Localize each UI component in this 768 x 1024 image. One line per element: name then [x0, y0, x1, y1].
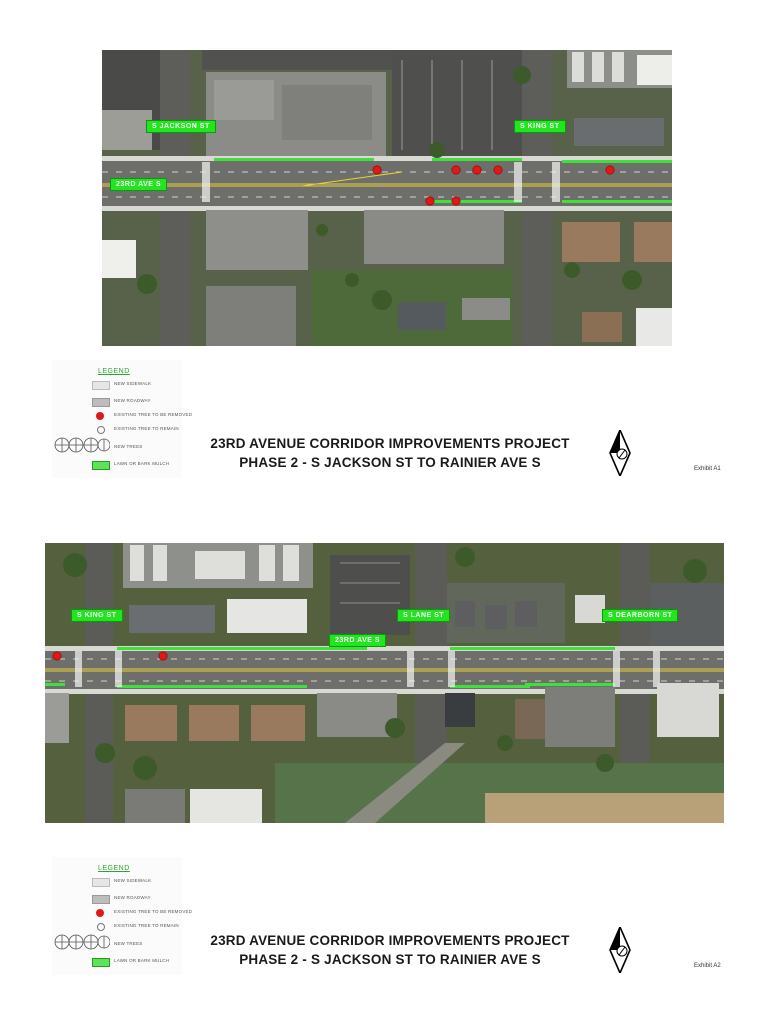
street-label-23rd-ave-s: 23RD AVE S [329, 634, 386, 647]
legend-label: EXISTING TREE TO REMAIN [114, 923, 179, 928]
north-arrow-icon [608, 927, 632, 973]
red-dot-icon [96, 909, 104, 917]
project-title-a2: 23RD AVENUE CORRIDOR IMPROVEMENTS PROJECT [210, 933, 570, 948]
outline-circle-icon [97, 923, 105, 931]
legend-item-new-roadway [52, 894, 182, 904]
sidewalk-swatch-icon [92, 878, 110, 887]
roadway-swatch-icon [92, 895, 110, 904]
street-label-s-jackson-st: S JACKSON ST [146, 120, 216, 133]
street-label-s-lane-st: S LANE ST [397, 609, 450, 622]
legend-label: NEW TREES [114, 444, 143, 449]
legend-label: NEW ROADWAY [114, 398, 151, 403]
new-tree-icons [54, 933, 110, 951]
project-title-a1: 23RD AVENUE CORRIDOR IMPROVEMENTS PROJECT [210, 436, 570, 451]
legend-label: LAWN OR BARK MULCH [114, 958, 170, 963]
legend-item-lawn [52, 957, 182, 967]
street-label-s-king-st: S KING ST [514, 120, 566, 133]
exhibit-label-a2: Exhibit A2 [694, 963, 721, 969]
project-subtitle-a1: PHASE 2 - S JACKSON ST TO RAINIER AVE S [239, 455, 541, 470]
street-label-s-king-st: S KING ST [71, 609, 123, 622]
legend-label: NEW SIDEWALK [114, 878, 152, 883]
legend-item-new-sidewalk [52, 877, 182, 887]
legend-label: EXISTING TREE TO BE REMOVED [114, 412, 193, 417]
legend-title: LEGEND [98, 865, 130, 872]
legend-label: NEW SIDEWALK [114, 381, 152, 386]
aerial-map-a2 [45, 543, 724, 823]
legend-label: LAWN OR BARK MULCH [114, 461, 170, 466]
legend-label: EXISTING TREE TO BE REMOVED [114, 909, 193, 914]
exhibit-label-a1: Exhibit A1 [694, 466, 721, 472]
legend-label: NEW ROADWAY [114, 895, 151, 900]
lawn-swatch-icon [92, 958, 110, 967]
legend-a2 [52, 857, 193, 975]
project-subtitle-a2: PHASE 2 - S JACKSON ST TO RAINIER AVE S [239, 952, 541, 967]
street-label-23rd-ave-s: 23RD AVE S [110, 178, 167, 191]
legend-label: EXISTING TREE TO REMAIN [114, 426, 179, 431]
legend-item-tree-removed [52, 908, 193, 918]
legend-label: NEW TREES [114, 941, 143, 946]
legend-title: LEGEND [98, 368, 130, 375]
legend-item-tree-remain [52, 922, 182, 932]
legend-item-new-trees [52, 937, 182, 953]
street-label-s-dearborn-st: S DEARBORN ST [602, 609, 678, 622]
aerial-image-a2 [45, 543, 724, 823]
